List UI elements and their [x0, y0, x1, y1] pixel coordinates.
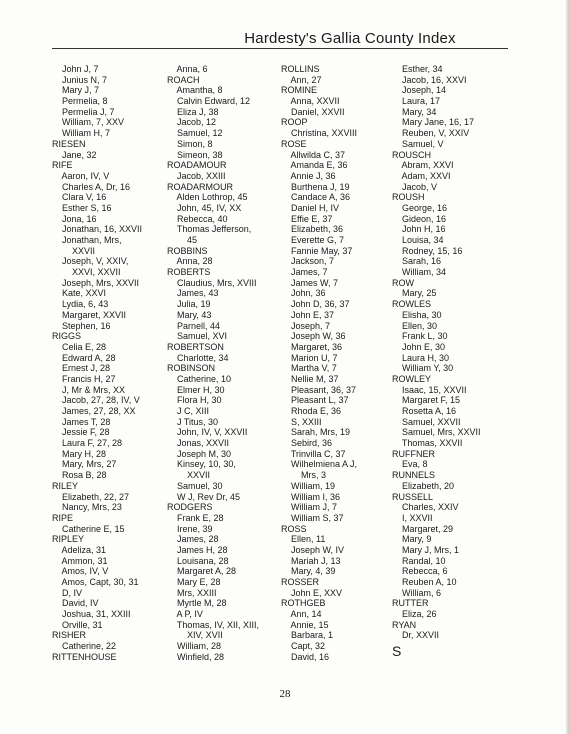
- index-entry: Mary, 43: [167, 309, 212, 320]
- index-entry: William, 19: [281, 480, 336, 491]
- index-entry: A P, IV: [167, 609, 203, 620]
- index-entry: Kate, XXVI: [52, 288, 107, 299]
- index-entry: RIPE: [52, 512, 74, 523]
- index-entry: John J, 7: [52, 64, 99, 74]
- index-entry: Edward A, 28: [52, 352, 116, 363]
- index-entry: ROSS: [281, 523, 307, 534]
- index-entry: Mary, Mrs, 27: [52, 459, 117, 470]
- index-entry: John D, 36, 37: [281, 299, 350, 310]
- index-entry: Mary, 34: [392, 106, 437, 117]
- index-entry: Burthena J, 19: [281, 181, 350, 192]
- index-entry: Pleasant, 36, 37: [281, 384, 357, 395]
- index-entry: William, 28: [167, 641, 222, 652]
- index-entry: Adam, XXVI: [392, 170, 451, 181]
- index-entry: Jackson, 7: [281, 256, 335, 267]
- index-entry: ROACH: [167, 74, 200, 85]
- index-entry: Jonathan, Mrs,: [52, 235, 122, 245]
- index-entry: Rebecca, 40: [167, 213, 228, 224]
- index-entry: Julia, 19: [167, 299, 211, 310]
- index-entry: James W, 7: [281, 277, 339, 288]
- index-entry: Esther, 34: [392, 64, 443, 74]
- index-entry: Catherine, 22: [52, 641, 117, 652]
- index-entry: Simeon, 38: [167, 149, 223, 160]
- index-entry: ROWLES: [392, 299, 432, 310]
- index-column-4: [392, 64, 481, 659]
- index-entry: W J, Rev Dr, 45: [167, 491, 241, 502]
- index-entry: Nancy, Mrs, 23: [52, 502, 122, 513]
- index-entry: Jonathan, 16, XXVII: [52, 224, 143, 235]
- index-column-3: [281, 64, 357, 663]
- index-entry: Alden Lothrop, 45: [167, 192, 248, 203]
- index-entry: Stephen, 16: [52, 320, 111, 331]
- index-entry: Joshua, 31, XXIII: [52, 609, 131, 620]
- index-entry: ROBBINS: [167, 245, 208, 256]
- index-entry: J Titus, 30: [167, 416, 219, 427]
- index-entry: Claudius, Mrs, XVIII: [167, 277, 257, 288]
- index-entry: Laura H, 30: [392, 352, 450, 363]
- index-entry: Ellen, 11: [281, 534, 326, 545]
- index-entry: John, 45, IV, XX: [167, 202, 242, 213]
- index-entry: Clara V, 16: [52, 192, 107, 203]
- index-entry: Daniel, XXVII: [281, 106, 345, 117]
- index-entry: Reuben A, 10: [392, 577, 457, 587]
- index-entry: Elizabeth, 22, 27: [52, 491, 130, 502]
- index-entry: Annie, 15: [281, 619, 329, 630]
- index-entry: Amantha, 8: [167, 85, 223, 96]
- index-entry: Margaret, 29: [392, 523, 454, 534]
- index-entry: Jacob, XXIII: [167, 170, 226, 181]
- index-entry: William I, 36: [281, 491, 341, 502]
- index-column-1: [52, 64, 142, 663]
- index-entry: Margaret, XXVII: [52, 309, 127, 320]
- index-entry: ROMINE: [281, 85, 317, 96]
- index-entry: ROSE: [281, 138, 307, 149]
- index-entry: ROUSH: [392, 192, 425, 203]
- index-entry: Orville, 31: [52, 619, 103, 630]
- page-number: 28: [279, 688, 291, 700]
- index-entry: Isaac, 15, XXVII: [392, 384, 467, 395]
- index-entry: RYAN: [392, 619, 417, 630]
- index-entry: William H, 7: [52, 128, 111, 139]
- index-column-2: [167, 64, 259, 663]
- index-entry: XXVII: [52, 245, 96, 256]
- index-entry: RIFE: [52, 160, 73, 171]
- index-entry: Permelia J, 7: [52, 106, 115, 117]
- index-entry: S, XXIII: [281, 416, 322, 427]
- index-entry: RUSSELL: [392, 491, 434, 502]
- index-entry: John, 36: [281, 288, 326, 299]
- index-entry: ROUSCH: [392, 149, 432, 160]
- index-entry: William J, 7: [281, 502, 338, 513]
- index-entry: James T, 28: [52, 416, 111, 427]
- index-entry: 45: [167, 235, 198, 245]
- index-entry: Rodney, 15, 16: [392, 245, 463, 256]
- index-entry: Daniel H, IV: [281, 202, 340, 213]
- index-entry: ROADARMOUR: [167, 181, 234, 192]
- index-entry: Jacob, 16, XXVI: [392, 74, 467, 85]
- index-entry: John E, XXV: [281, 587, 343, 598]
- index-entry: Margaret, 36: [281, 341, 343, 352]
- index-entry: Martha V, 7: [281, 363, 337, 374]
- index-entry: Joseph W, 36: [281, 331, 346, 342]
- index-entry: Flora H, 30: [167, 395, 222, 406]
- index-entry: Sarah, 16: [392, 256, 442, 267]
- index-entry: Annie J, 36: [281, 170, 336, 181]
- index-entry: Sarah, Mrs, 19: [281, 427, 351, 438]
- index-entry: Permelia, 8: [52, 96, 108, 107]
- index-entry: Frank E, 28: [167, 512, 224, 523]
- index-entry: Aaron, IV, V: [52, 170, 110, 181]
- index-entry: Everette G, 7: [281, 235, 345, 245]
- index-entry: Simon, 8: [167, 138, 213, 149]
- index-entry: John H, 16: [392, 224, 446, 235]
- index-entry: Margaret F, 15: [392, 395, 461, 406]
- index-entry: Christina, XXVIII: [281, 128, 358, 139]
- index-entry: Jonas, XXVII: [167, 438, 230, 449]
- index-entry: Esther S, 16: [52, 202, 112, 213]
- index-entry: Sebird, 36: [281, 438, 333, 449]
- index-entry: Mrs, 3: [281, 470, 327, 481]
- index-entry: Pleasant L, 37: [281, 395, 349, 406]
- index-entry: Elizabeth, 20: [392, 480, 455, 491]
- index-entry: S: [392, 643, 402, 660]
- index-entry: Randal, 10: [392, 555, 446, 566]
- index-entry: Winfield, 28: [167, 651, 225, 662]
- index-entry: Eliza, 26: [392, 609, 437, 620]
- index-entry: James H, 28: [167, 544, 228, 555]
- index-entry: Mrs, XXIII: [167, 587, 217, 598]
- index-entry: ROWLEY: [392, 373, 432, 384]
- index-entry: Thomas, XXVII: [392, 438, 463, 449]
- index-entry: Samuel, V: [392, 138, 444, 149]
- index-entry: RIESEN: [52, 138, 86, 149]
- index-entry: George, 16: [392, 202, 448, 213]
- index-entry: Mariah J, 13: [281, 555, 341, 566]
- index-entry: Gideon, 16: [392, 213, 447, 224]
- index-entry: RUFFNER: [392, 448, 435, 459]
- page-title: Hardesty's Gallia County Index: [244, 30, 456, 47]
- index-entry: Anna, XXVII: [281, 96, 340, 107]
- index-entry: Lydia, 6, 43: [52, 299, 109, 310]
- index-entry: Joseph, 7: [281, 320, 331, 331]
- index-entry: D, IV: [52, 587, 83, 598]
- index-entry: Ernest J, 28: [52, 363, 111, 374]
- index-entry: ROW: [392, 277, 414, 288]
- index-entry: Adeliza, 31: [52, 544, 107, 555]
- index-entry: Jessie F, 28: [52, 427, 110, 438]
- index-entry: ROSSER: [281, 577, 320, 587]
- index-entry: ROADAMOUR: [167, 160, 227, 171]
- index-entry: William, 6: [392, 587, 442, 598]
- index-entry: William, 7, XXV: [52, 117, 125, 128]
- index-entry: James, 27, 28, XX: [52, 406, 136, 416]
- index-entry: RITTENHOUSE: [52, 651, 117, 662]
- index-entry: Samuel, XVI: [167, 331, 228, 342]
- index-entry: Junius N, 7: [52, 74, 108, 85]
- index-entry: Joseph W, IV: [281, 544, 345, 555]
- index-entry: James, 28: [167, 534, 219, 545]
- index-entry: RUNNELS: [392, 470, 436, 481]
- index-entry: Joseph, Mrs, XXVII: [52, 277, 140, 288]
- index-entry: James, 43: [167, 288, 219, 299]
- index-entry: Eliza J, 38: [167, 106, 219, 117]
- index-entry: Effie E, 37: [281, 213, 333, 224]
- index-entry: Ellen, 30: [392, 320, 438, 331]
- index-entry: XXVI, XXVII: [52, 267, 121, 278]
- index-entry: James, 7: [281, 267, 328, 278]
- index-entry: Thomas Jefferson,: [167, 224, 252, 235]
- index-entry: Parnell, 44: [167, 320, 221, 331]
- index-entry: Louisana, 28: [167, 555, 229, 566]
- index-entry: Reuben, V, XXIV: [392, 128, 470, 139]
- index-entry: John E, 30: [392, 341, 446, 352]
- index-entry: Amos, Capt, 30, 31: [52, 577, 139, 587]
- index-entry: Mary J, 7: [52, 85, 100, 96]
- index-entry: ROTHGEB: [281, 598, 326, 609]
- index-entry: Rebecca, 6: [392, 566, 448, 577]
- index-entry: XXVII: [167, 470, 211, 481]
- index-entry: ROOP: [281, 117, 308, 128]
- index-entry: Mary, 25: [392, 288, 437, 299]
- index-entry: Charles, XXIV: [392, 502, 459, 513]
- index-entry: William, 34: [392, 267, 447, 278]
- index-entry: RUTTER: [392, 598, 429, 609]
- index-entry: John E, 37: [281, 309, 335, 320]
- index-entry: Abram, XXVI: [392, 160, 454, 171]
- index-entry: Jacob, V: [392, 181, 438, 192]
- index-entry: Mary H, 28: [52, 448, 107, 459]
- index-entry: Celia E, 28: [52, 341, 107, 352]
- index-entry: Irene, 39: [167, 523, 213, 534]
- index-entry: RISHER: [52, 630, 87, 641]
- index-entry: William S, 37: [281, 512, 344, 523]
- index-entry: Catherine, 10: [167, 373, 232, 384]
- index-entry: Amos, IV, V: [52, 566, 109, 577]
- index-entry: Amanda E, 36: [281, 160, 348, 171]
- index-entry: Rosa B, 28: [52, 470, 107, 481]
- index-entry: Elizabeth, 36: [281, 224, 344, 235]
- index-entry: Elisha, 30: [392, 309, 442, 320]
- index-entry: Kinsey, 10, 30,: [167, 459, 236, 470]
- index-entry: Ann, 27: [281, 74, 322, 85]
- index-entry: Fannie May, 37: [281, 245, 353, 256]
- index-entry: I, XXVII: [392, 512, 433, 523]
- index-entry: Trinvilla C, 37: [281, 448, 346, 459]
- index-entry: Francis H, 27: [52, 373, 116, 384]
- index-entry: Charlotte, 34: [167, 352, 229, 363]
- index-entry: Mary E, 28: [167, 577, 221, 587]
- index-entry: Mary, 4, 39: [281, 566, 336, 577]
- index-entry: Marion U, 7: [281, 352, 338, 363]
- index-entry: RODGERS: [167, 502, 213, 513]
- index-entry: Mary Jane, 16, 17: [392, 117, 475, 128]
- index-entry: Capt, 32: [281, 641, 326, 652]
- index-entry: Jona, 16: [52, 213, 97, 224]
- index-entry: Barbara, 1: [281, 630, 334, 641]
- index-entry: David, IV: [52, 598, 99, 609]
- index-entry: Samuel, 12: [167, 128, 223, 139]
- index-entry: Anna, 28: [167, 256, 213, 267]
- index-entry: ROLLINS: [281, 64, 320, 74]
- index-entry: ROBERTS: [167, 267, 211, 278]
- index-entry: Catherine E, 15: [52, 523, 125, 534]
- index-entry: Mary J, Mrs, 1: [392, 544, 460, 555]
- index-entry: Allwilda C, 37: [281, 149, 346, 160]
- index-entry: Louisa, 34: [392, 235, 444, 245]
- index-entry: Jacob, 27, 28, IV, V: [52, 395, 140, 406]
- index-entry: Laura, 17: [392, 96, 441, 107]
- index-entry: Wilhelmiena A J,: [281, 459, 358, 470]
- index-entry: William Y, 30: [392, 363, 454, 374]
- index-entry: RILEY: [52, 480, 79, 491]
- index-entry: ROBERTSON: [167, 341, 224, 352]
- index-entry: Joseph M, 30: [167, 448, 232, 459]
- index-entry: Laura F, 27, 28: [52, 438, 123, 449]
- index-entry: Charles A, Dr, 16: [52, 181, 131, 192]
- index-entry: Joseph, V, XXIV,: [52, 256, 129, 267]
- index-entry: Jane, 32: [52, 149, 97, 160]
- index-entry: Ammon, 31: [52, 555, 108, 566]
- index-entry: Eva, 8: [392, 459, 428, 470]
- index-entry: Joseph, 14: [392, 85, 447, 96]
- index-entry: Ann, 14: [281, 609, 322, 620]
- index-entry: Anna, 6: [167, 64, 208, 74]
- index-entry: Rosetta A, 16: [392, 406, 457, 416]
- index-entry: Candace A, 36: [281, 192, 351, 203]
- index-entry: Mary, 9: [392, 534, 432, 545]
- index-entry: David, 16: [281, 651, 330, 662]
- index-entry: Rhoda E, 36: [281, 406, 342, 416]
- index-entry: Samuel, Mrs, XXVII: [392, 427, 481, 438]
- index-entry: Samuel, 30: [167, 480, 223, 491]
- index-entry: Margaret A, 28: [167, 566, 237, 577]
- index-entry: Dr, XXVII: [392, 630, 440, 641]
- index-entry: Myrtle M, 28: [167, 598, 227, 609]
- index-entry: Elmer H, 30: [167, 384, 225, 395]
- index-entry: Samuel, XXVII: [392, 416, 461, 427]
- index-entry: J C, XIII: [167, 406, 210, 416]
- index-entry: Thomas, IV, XII, XIII,: [167, 619, 260, 630]
- index-entry: Frank L, 30: [392, 331, 448, 342]
- index-entry: ROBINSON: [167, 363, 216, 374]
- index-entry: RIGGS: [52, 331, 82, 342]
- index-entry: Nellie M, 37: [281, 373, 339, 384]
- index-entry: Calvin Edward, 12: [167, 96, 251, 107]
- index-entry: Jacob, 12: [167, 117, 217, 128]
- index-entry: John, IV, V, XXVII: [167, 427, 248, 438]
- page-edge: [566, 0, 570, 734]
- index-entry: J, Mr & Mrs, XX: [52, 384, 126, 395]
- index-entry: XIV, XVII: [167, 630, 223, 641]
- index-entry: RIPLEY: [52, 534, 85, 545]
- title-underline: [52, 48, 508, 49]
